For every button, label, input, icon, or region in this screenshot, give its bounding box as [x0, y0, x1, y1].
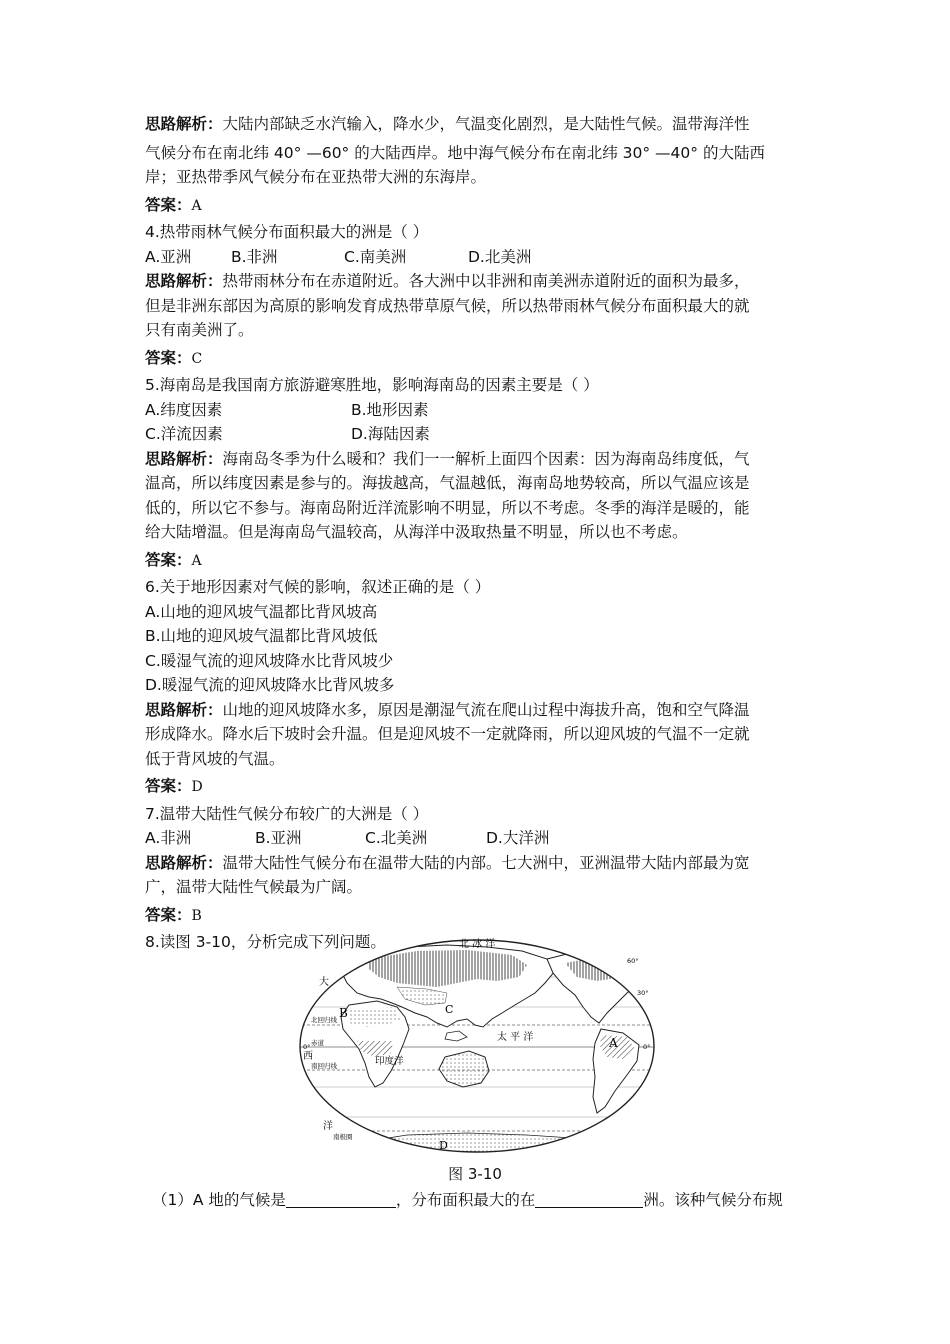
analysis-text: 形成降水。降水后下坡时会升温。但是迎风坡不一定就降雨，所以迎风坡的气温不一定就 — [145, 725, 750, 743]
world-climate-map — [297, 937, 657, 1155]
option-a: A.非洲 — [145, 829, 192, 847]
label-arctic-ocean: 北 冰 洋 — [459, 939, 496, 950]
option-b: B.地形因素 — [351, 400, 429, 419]
answer-line — [145, 548, 810, 574]
analysis-text: 低于背风坡的气温。 — [145, 749, 285, 768]
label-lat-60n: 60° — [627, 957, 639, 965]
analysis-text: 气候分布在南北纬 40° —60° 的大陆西岸。地中海气候分布在南北纬 30° —40° 的大陆西 — [145, 143, 765, 162]
option-c: C.北美洲 — [365, 829, 428, 847]
option-d: D.北美洲 — [468, 247, 532, 266]
figure-caption: 图 3-10 — [448, 1165, 502, 1183]
label-tropic-capricorn: 南回归线 — [311, 1062, 337, 1070]
analysis-text: 山地的迎风坡降水多，原因是潮湿气流在爬山过程中海拔升高，饱和空气降温 — [222, 700, 750, 719]
option-d: D.暖湿气流的迎风坡降水比背风坡多 — [145, 676, 395, 694]
answer-label: 答案： — [145, 905, 192, 924]
question-stem: 4.热带雨林气候分布面积最大的洲是（ ） — [145, 223, 429, 241]
analysis-line — [145, 269, 810, 294]
question-stem: 5.海南岛是我国南方旅游避寒胜地，影响海南岛的因素主要是（ ） — [145, 376, 599, 394]
label-atlantic-da: 大 — [319, 977, 329, 988]
analysis-line — [145, 447, 810, 472]
analysis-text: 岸；亚热带季风气候分布在亚热带大洲的东海岸。 — [145, 168, 487, 186]
analysis-line — [145, 112, 810, 137]
label-indian-ocean: 印度洋 — [375, 1056, 404, 1067]
analysis-label: 思路解析： — [145, 449, 223, 468]
analysis-text: 海南岛冬季为什么暖和？我们一一解析上面四个因素：因为海南岛纬度低，气 — [222, 449, 750, 468]
option-b: B.山地的迎风坡气温都比背风坡低 — [145, 627, 378, 645]
options-row — [145, 422, 810, 447]
analysis-text: 但是非洲东部因为高原的影响发育成热带草原气候，所以热带雨林气候分布面积最大的就 — [145, 296, 750, 315]
option-d: D.大洋洲 — [486, 829, 550, 847]
answer-label: 答案： — [145, 550, 192, 569]
label-tropic-cancer: 北回归线 — [311, 1016, 337, 1024]
se-asia-islands — [445, 1031, 467, 1041]
answer-value: C — [191, 350, 203, 367]
answer-value: A — [191, 197, 202, 214]
analysis-line — [145, 851, 810, 876]
option-c: C.南美洲 — [344, 247, 407, 266]
label-atlantic-xi: 西 — [303, 1051, 313, 1062]
option-a: A.亚洲 — [145, 247, 192, 266]
options-row — [145, 245, 810, 270]
option-a: A.纬度因素 — [145, 400, 223, 419]
label-atlantic-yang: 洋 — [323, 1121, 333, 1132]
answer-line — [145, 903, 810, 929]
answer-label: 答案： — [145, 777, 192, 795]
analysis-label: 思路解析： — [145, 700, 223, 719]
analysis-text: 广，温带大陆性气候最为广阔。 — [145, 878, 363, 896]
option-b: B.亚洲 — [255, 829, 302, 847]
analysis-text: 低的，所以它不参与。海南岛附近洋流影响不明显，所以不考虑。冬季的海洋是暖的，能 — [145, 498, 750, 517]
question-stem: 8.读图 3-10，分析完成下列问题。 — [145, 933, 386, 951]
option-a: A.山地的迎风坡气温都比背风坡高 — [145, 602, 378, 621]
label-lat-30n: 30° — [637, 989, 649, 997]
label-equator: 赤道 — [311, 1039, 324, 1047]
answer-value: D — [191, 779, 203, 795]
answer-label: 答案： — [145, 195, 192, 214]
answer-line — [145, 774, 810, 800]
sub-question-1-part-b: ，分布面积最大的在 — [395, 1191, 536, 1209]
answer-blank-1[interactable] — [286, 1189, 396, 1208]
analysis-text: 只有南美洲了。 — [145, 321, 254, 339]
analysis-text: 给大陆增温。但是海南岛气温较高，从海洋中汲取热量不明显，所以也不考虑。 — [145, 523, 688, 541]
analysis-label: 思路解析： — [145, 272, 223, 290]
option-b: B.非洲 — [231, 247, 278, 266]
options-row — [145, 826, 810, 851]
analysis-text: 大陆内部缺乏水汽输入，降水少，气温变化剧烈，是大陆性气候。温带海洋性 — [222, 115, 750, 133]
sub-question-1 — [152, 1188, 783, 1212]
answer-value: A — [191, 552, 202, 569]
answer-line — [145, 193, 810, 219]
mark-a: A — [609, 1036, 618, 1050]
label-antarctic-circle: 南极圈 — [333, 1133, 353, 1141]
answer-line — [145, 346, 810, 372]
option-d: D.海陆因素 — [351, 425, 430, 443]
analysis-label: 思路解析： — [145, 115, 223, 133]
option-c: C.洋流因素 — [145, 425, 223, 443]
analysis-line — [145, 698, 810, 723]
question-stem: 6.关于地形因素对气候的影响，叙述正确的是（ ） — [145, 578, 491, 596]
answer-label: 答案： — [145, 348, 192, 367]
label-pacific-ocean: 太 平 洋 — [497, 1032, 534, 1043]
mark-b: B — [339, 1006, 348, 1020]
option-c: C.暖湿气流的迎风坡降水比背风坡少 — [145, 651, 394, 670]
options-row — [145, 398, 810, 423]
mark-d: D — [439, 1139, 448, 1152]
map-body — [297, 945, 657, 1155]
australia-landmass — [439, 1051, 489, 1087]
mark-c: C — [445, 1003, 454, 1016]
analysis-label: 思路解析： — [145, 853, 223, 872]
sub-question-1-part-a: （1）A 地的气候是 — [152, 1191, 286, 1209]
analysis-text: 热带雨林分布在赤道附近。各大洲中以非洲和南美洲赤道附近的面积为最多， — [222, 272, 750, 290]
question-stem: 7.温带大陆性气候分布较广的大洲是（ ） — [145, 804, 429, 823]
document-page — [145, 112, 810, 955]
label-lat-0-left: 0° — [303, 1043, 311, 1051]
sub-question-1-part-c: 洲。该种气候分布规 — [643, 1191, 783, 1209]
analysis-text: 温带大陆性气候分布在温带大陆的内部。七大洲中，亚洲温带大陆内部最为宽 — [222, 853, 750, 872]
analysis-text: 温高，所以纬度因素是参与的。海拔越高，气温越低，海南岛地势较高，所以气温应该是 — [145, 474, 750, 492]
answer-value: B — [191, 907, 202, 924]
answer-blank-2[interactable] — [535, 1189, 643, 1208]
label-lat-0: 0° — [643, 1043, 651, 1051]
